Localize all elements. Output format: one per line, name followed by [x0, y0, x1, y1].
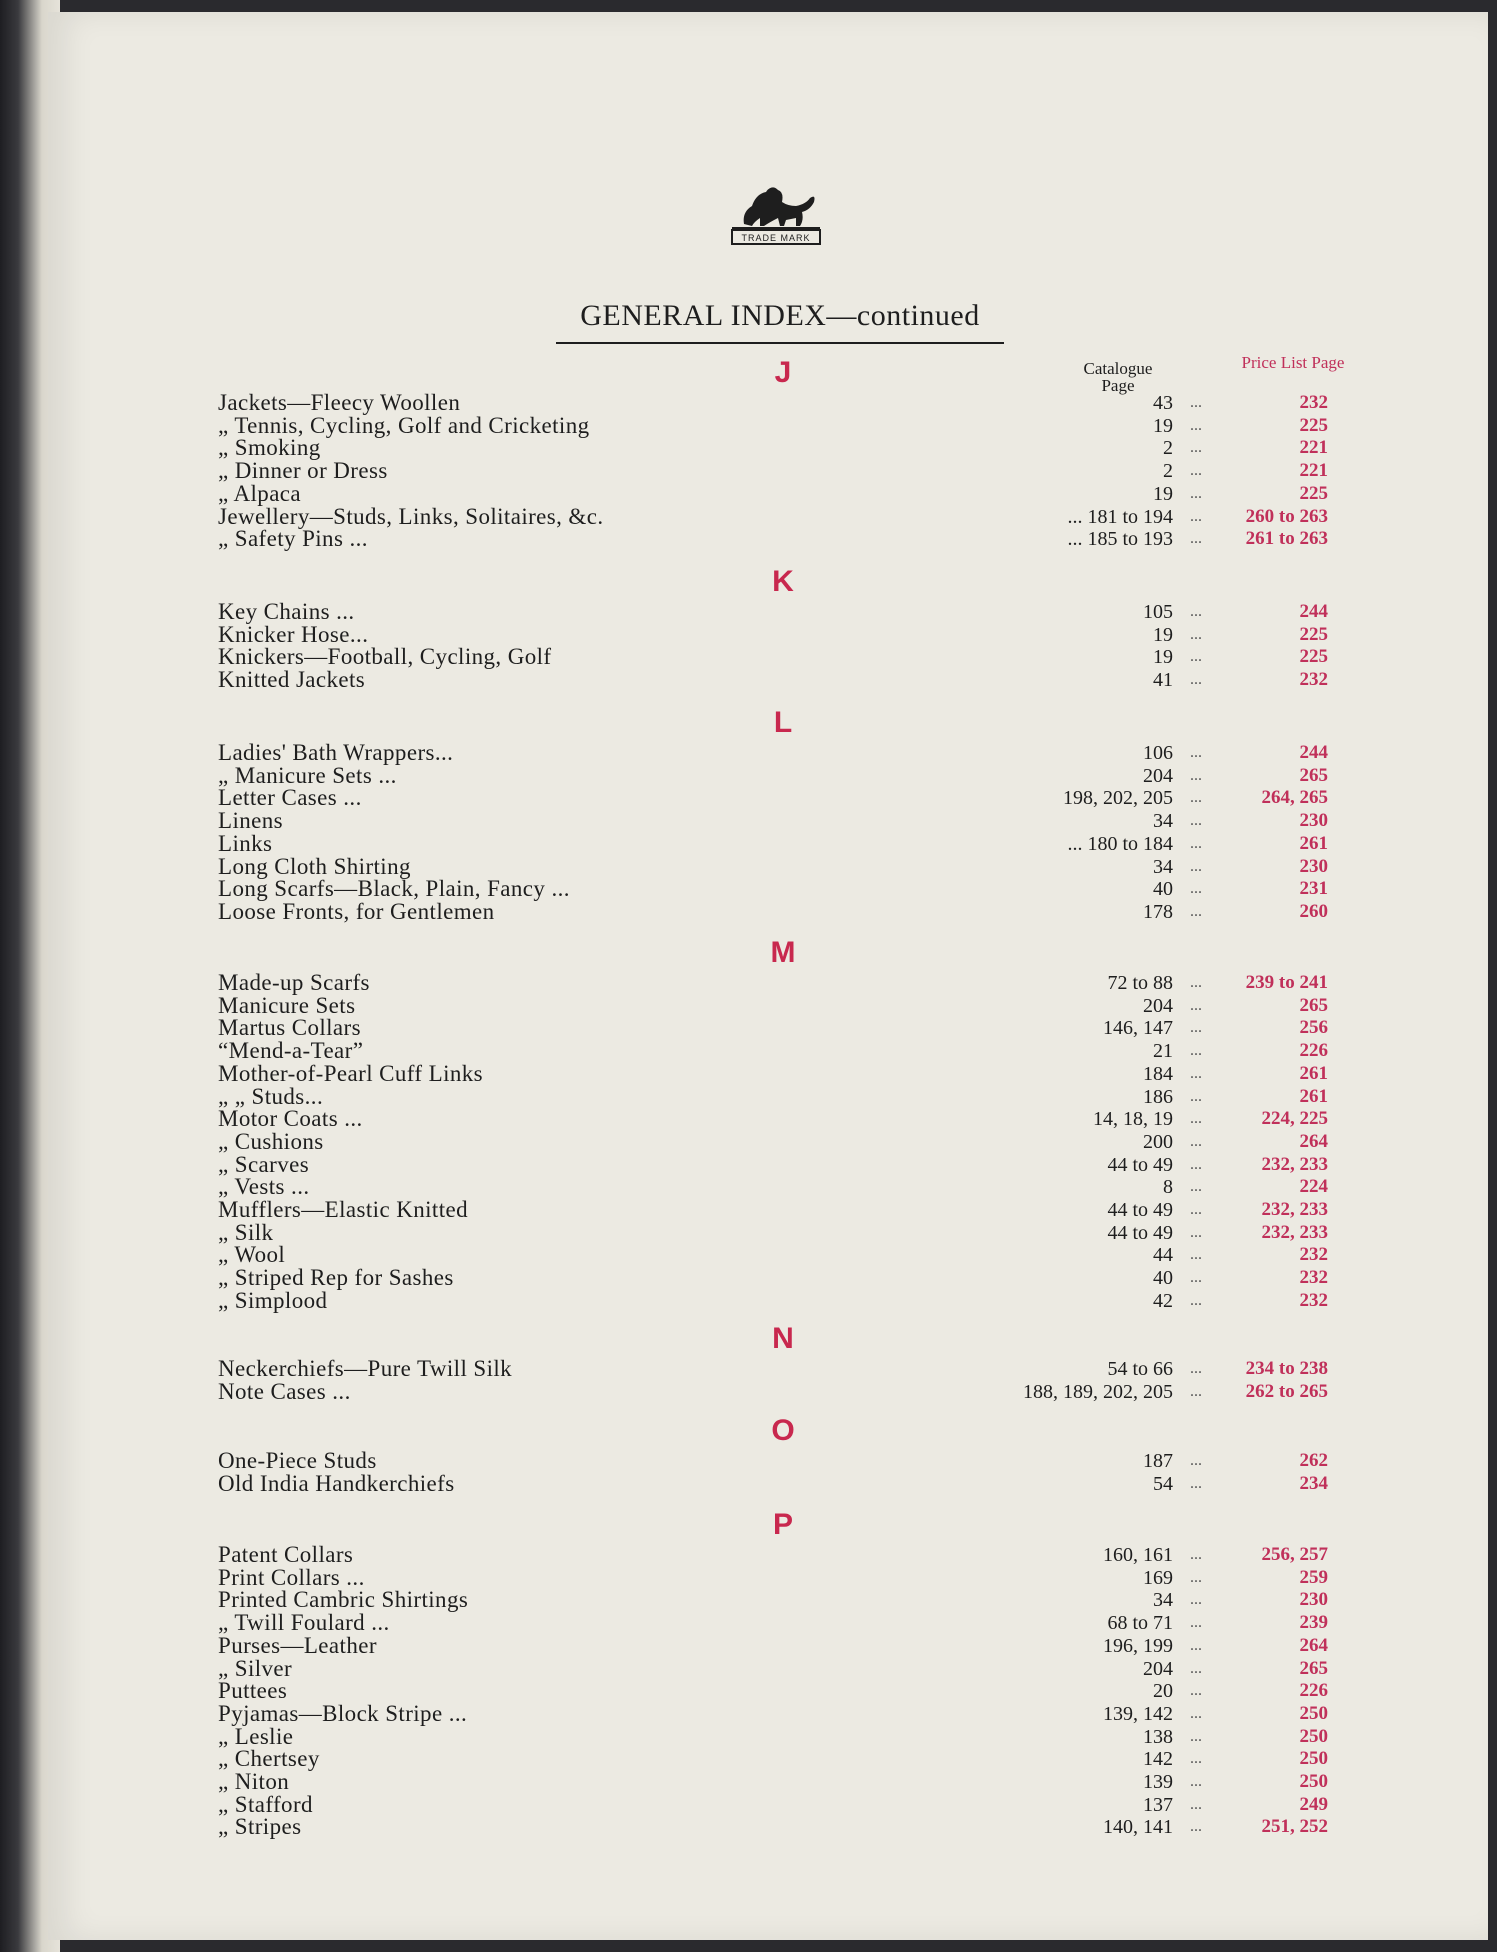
index-entry	[48, 1176, 1488, 1198]
catalogue-page	[48, 12, 1488, 1940]
catalogue-page-number: 41	[1153, 669, 1173, 692]
leader-dots: ...	[1190, 1704, 1202, 1722]
catalogue-page-number: 54	[1153, 1472, 1173, 1495]
price-list-page-number: 225	[1299, 623, 1328, 645]
leader-dots: ...	[1190, 1382, 1202, 1400]
leader-dots: ...	[1190, 1568, 1202, 1586]
leader-dots: ...	[1190, 1269, 1202, 1287]
leader-dots: ...	[1190, 1087, 1202, 1105]
section-letter-l: L	[773, 706, 793, 739]
catalogue-page-number: 34	[1153, 1589, 1173, 1612]
leader-dots: ...	[1190, 1201, 1202, 1218]
entry-label: Manicure Sets	[218, 992, 356, 1018]
index-entry	[48, 742, 1488, 764]
catalogue-page-number: ... 181 to 194	[1067, 505, 1173, 528]
leader-dots: ...	[1190, 789, 1202, 807]
index-entry	[48, 1244, 1488, 1266]
index-entry	[48, 787, 1488, 809]
entry-label: Linens	[218, 808, 283, 834]
leader-dots: ...	[1190, 1636, 1202, 1654]
leader-dots: ...	[1190, 603, 1202, 620]
price-list-page-number: 244	[1299, 742, 1328, 763]
catalogue-page-number: 178	[1143, 900, 1173, 923]
price-list-page-number: 232, 233	[1261, 1153, 1328, 1175]
price-list-page-number: 251, 252	[1261, 1816, 1328, 1838]
catalogue-page-number: 19	[1153, 482, 1173, 505]
leader-dots: ...	[1190, 1546, 1202, 1563]
index-entry	[48, 1040, 1488, 1062]
index-entry	[48, 1632, 1488, 1658]
catalogue-page-number: ... 185 to 193	[1067, 528, 1173, 551]
leader-dots: ...	[1190, 1727, 1202, 1745]
price-list-page-number: 260	[1299, 900, 1328, 922]
catalogue-page-number: 140, 141	[1103, 1816, 1173, 1839]
catalogue-page-number: 20	[1153, 1680, 1173, 1703]
leader-dots: ...	[1190, 1795, 1202, 1813]
entry-label: Loose Fronts, for Gentlemen	[218, 898, 495, 924]
catalogue-page-number: ... 180 to 184	[1067, 832, 1173, 855]
index-entry	[48, 1108, 1488, 1130]
leader-dots: ...	[1190, 1773, 1202, 1790]
section-letter-n: N	[772, 1322, 794, 1355]
index-entry	[48, 1791, 1488, 1817]
catalogue-page-number: 44	[1153, 1244, 1173, 1267]
leader-dots: ...	[1190, 1360, 1202, 1377]
price-list-page-number: 259	[1299, 1566, 1328, 1588]
entry-label: Key Chains ...	[218, 599, 355, 624]
leader-dots: ...	[1190, 1019, 1202, 1037]
catalogue-page-number: 204	[1143, 1657, 1173, 1680]
index-entry	[48, 460, 1488, 482]
price-list-page-number: 244	[1299, 601, 1328, 622]
entry-label: Pyjamas—Block Stripe ...	[218, 1700, 468, 1726]
index-entry	[48, 1358, 1488, 1380]
leader-dots: ...	[1190, 1682, 1202, 1700]
price-list-page-number: 221	[1299, 437, 1328, 459]
price-list-page-number: 232	[1299, 1267, 1328, 1289]
catalogue-page-number: 139	[1143, 1771, 1173, 1793]
entry-label: „ Manicure Sets ...	[218, 762, 397, 788]
index-entry	[48, 1017, 1488, 1039]
catalogue-page-number: 160, 161	[1103, 1544, 1173, 1566]
entry-label: Ladies' Bath Wrappers...	[218, 740, 454, 765]
price-list-page-number: 230	[1299, 810, 1328, 832]
index-entry	[48, 1470, 1488, 1496]
entry-label: Puttees	[218, 1678, 288, 1704]
price-list-page-number: 239	[1299, 1612, 1328, 1634]
entry-label: Letter Cases ...	[218, 785, 362, 811]
price-list-page-number: 262 to 265	[1245, 1380, 1328, 1402]
entry-label: „ Smoking	[218, 435, 321, 461]
price-list-page-number: 264	[1299, 1130, 1328, 1152]
index-entry	[48, 1771, 1488, 1793]
section-letter-k: K	[772, 565, 794, 598]
entry-label: Jackets—Fleecy Woollen	[218, 390, 461, 415]
index-entry	[48, 1083, 1488, 1109]
entry-label: Knickers—Football, Cycling, Golf	[218, 644, 552, 670]
price-list-page-column-header: Price List Page	[1241, 353, 1345, 372]
index-entry	[48, 1060, 1488, 1086]
price-list-page-number: 221	[1299, 460, 1328, 482]
price-list-page-number: 230	[1299, 1589, 1328, 1611]
leader-dots: ...	[1190, 1614, 1202, 1632]
index-entry	[48, 1612, 1488, 1634]
price-list-page-number: 232, 233	[1261, 1199, 1328, 1220]
entry-label: „ Stripes	[218, 1814, 302, 1840]
entry-label: Long Scarfs—Black, Plain, Fancy ...	[218, 876, 570, 902]
catalogue-page-number: 44 to 49	[1107, 1221, 1173, 1244]
catalogue-page-number: 21	[1153, 1040, 1173, 1063]
catalogue-page-number: 54 to 66	[1107, 1358, 1173, 1380]
catalogue-page-number: 137	[1143, 1793, 1173, 1816]
index-entry	[48, 1748, 1488, 1770]
catalogue-page-number: 8	[1163, 1176, 1173, 1199]
entry-label: Mother-of-Pearl Cuff Links	[218, 1060, 484, 1086]
entry-label: „ Dinner or Dress	[218, 458, 388, 484]
entry-label: „ Vests ...	[218, 1174, 310, 1200]
leader-dots: ...	[1190, 1818, 1202, 1836]
catalogue-page-number: 40	[1153, 878, 1173, 901]
index-entry	[48, 1564, 1488, 1590]
price-list-page-number: 250	[1299, 1702, 1328, 1724]
leader-dots: ...	[1190, 1155, 1202, 1173]
price-list-page-number: 265	[1299, 1657, 1328, 1679]
entry-label: „ Wool	[218, 1242, 286, 1268]
catalogue-page-number: 142	[1143, 1748, 1173, 1771]
price-list-page-number: 232, 233	[1261, 1221, 1328, 1243]
entry-label: Long Cloth Shirting	[218, 853, 411, 879]
entry-label: „ Cushions	[218, 1128, 324, 1154]
price-list-page-number: 232	[1299, 1289, 1328, 1311]
index-entry	[48, 1219, 1488, 1245]
catalogue-page-number: 14, 18, 19	[1093, 1108, 1173, 1131]
entry-label: „ Alpaca	[218, 480, 302, 506]
entry-label: „ Twill Foulard ...	[218, 1610, 390, 1636]
entry-label: Old India Handkerchiefs	[218, 1470, 455, 1496]
catalogue-page-number: 138	[1143, 1725, 1173, 1748]
leader-dots: ...	[1190, 462, 1202, 480]
leader-dots: ...	[1190, 1110, 1202, 1128]
entry-label: „ Niton	[218, 1769, 290, 1794]
catalogue-page-number: 187	[1143, 1450, 1173, 1472]
leader-dots: ...	[1190, 996, 1202, 1014]
leader-dots: ...	[1190, 1223, 1202, 1241]
entry-label: Print Collars ...	[218, 1564, 365, 1590]
index-entry	[48, 437, 1488, 459]
leader-dots: ...	[1190, 416, 1202, 434]
entry-label: „ Stafford	[218, 1791, 313, 1817]
entry-label: Note Cases ...	[218, 1378, 351, 1404]
price-list-page-number: 256	[1299, 1017, 1328, 1039]
index-entry	[48, 1267, 1488, 1289]
price-list-page-number: 226	[1299, 1040, 1328, 1062]
catalogue-page-number: 40	[1153, 1267, 1173, 1290]
index-entry	[48, 528, 1488, 550]
index-entry	[48, 621, 1488, 647]
catalogue-page-number: 146, 147	[1103, 1017, 1173, 1040]
leader-dots: ...	[1190, 530, 1202, 548]
index-entry	[48, 412, 1488, 438]
leader-dots: ...	[1190, 394, 1202, 411]
price-list-page-number: 265	[1299, 764, 1328, 786]
leader-dots: ...	[1190, 1474, 1202, 1492]
leader-dots: ...	[1190, 1591, 1202, 1609]
trade-mark-text: TRADE MARK	[741, 233, 811, 243]
leader-dots: ...	[1190, 1178, 1202, 1196]
catalogue-page-number: 105	[1143, 601, 1173, 623]
entry-label: „ Simplood	[218, 1287, 328, 1313]
index-entry	[48, 503, 1488, 529]
entry-label: Made-up Scarfs	[218, 970, 370, 995]
entry-label: Mufflers—Elastic Knitted	[218, 1197, 468, 1222]
catalogue-page-number: 34	[1153, 810, 1173, 833]
catalogue-page-number: 42	[1153, 1289, 1173, 1312]
catalogue-page-number: 204	[1143, 994, 1173, 1017]
entry-label: „ Chertsey	[218, 1746, 320, 1772]
page-title: GENERAL INDEX—continued	[556, 296, 1004, 344]
index-entry	[48, 1544, 1488, 1566]
catalogue-page-number: 34	[1153, 855, 1173, 878]
entry-label: Neckerchiefs—Pure Twill Silk	[218, 1356, 513, 1381]
price-list-page-number: 249	[1299, 1793, 1328, 1815]
catalogue-page-number: 196, 199	[1103, 1634, 1173, 1657]
index-entry	[48, 898, 1488, 924]
leader-dots: ...	[1190, 507, 1202, 525]
price-list-page-number: 261	[1299, 832, 1328, 854]
leader-dots: ...	[1190, 1246, 1202, 1264]
leader-dots: ...	[1190, 812, 1202, 830]
catalogue-page-number: 200	[1143, 1130, 1173, 1153]
index-entry	[48, 1151, 1488, 1177]
catalogue-page-number: 106	[1143, 742, 1173, 764]
leader-dots: ...	[1190, 880, 1202, 898]
price-list-page-number: 264	[1299, 1634, 1328, 1656]
entry-label: „ Tennis, Cycling, Golf and Cricketing	[218, 412, 590, 438]
price-list-page-number: 225	[1299, 482, 1328, 504]
price-list-page-number: 224, 225	[1261, 1108, 1328, 1130]
entry-label: Martus Collars	[218, 1015, 361, 1041]
leader-dots: ...	[1190, 834, 1202, 852]
price-list-page-number: 239 to 241	[1245, 972, 1328, 993]
catalogue-page-number: 19	[1153, 646, 1173, 669]
index-entry	[48, 1680, 1488, 1702]
section-letter-m: M	[770, 936, 796, 969]
price-list-page-number: 232	[1299, 669, 1328, 691]
index-entry	[48, 1450, 1488, 1472]
entry-label: „ Scarves	[218, 1151, 310, 1177]
entry-label: Links	[218, 830, 273, 856]
catalogue-page-number: 68 to 71	[1107, 1612, 1173, 1635]
catalogue-page-number: 72 to 88	[1107, 972, 1173, 994]
index-entry	[48, 1816, 1488, 1838]
section-letter-o: O	[771, 1414, 795, 1447]
price-list-page-number: 250	[1299, 1748, 1328, 1770]
index-entry	[48, 392, 1488, 414]
index-entry	[48, 1128, 1488, 1154]
catalogue-page-number: 139, 142	[1103, 1702, 1173, 1725]
leader-dots: ...	[1190, 625, 1202, 643]
leader-dots: ...	[1190, 1659, 1202, 1677]
entry-label: „ Silver	[218, 1655, 293, 1681]
price-list-page-number: 226	[1299, 1680, 1328, 1702]
entry-label: Patent Collars	[218, 1542, 354, 1567]
price-list-page-number: 232	[1299, 1244, 1328, 1266]
section-letter-j: J	[774, 356, 792, 389]
price-list-page-number: 224	[1299, 1176, 1328, 1198]
entry-label: „ Leslie	[218, 1723, 294, 1749]
index-entry	[48, 1378, 1488, 1404]
price-list-page-number: 232	[1299, 392, 1328, 413]
entry-label: “Mend-a-Tear”	[218, 1038, 364, 1064]
entry-label: Motor Coats ...	[218, 1106, 363, 1132]
leader-dots: ...	[1190, 1042, 1202, 1060]
entry-label: Knicker Hose...	[218, 621, 369, 647]
catalogue-page-number: 19	[1153, 623, 1173, 646]
entry-label: Printed Cambric Shirtings	[218, 1587, 469, 1613]
price-list-page-number: 256, 257	[1261, 1544, 1328, 1565]
price-list-page-number: 262	[1299, 1450, 1328, 1471]
price-list-page-number: 225	[1299, 414, 1328, 436]
leader-dots: ...	[1190, 744, 1202, 761]
price-list-page-number: 230	[1299, 855, 1328, 877]
price-list-page-number: 260 to 263	[1245, 505, 1328, 527]
price-list-page-number: 250	[1299, 1725, 1328, 1747]
catalogue-page-number: 184	[1143, 1062, 1173, 1085]
entry-label: „ „ Studs...	[218, 1083, 324, 1109]
index-entry	[48, 762, 1488, 788]
index-entry	[48, 972, 1488, 994]
index-entry	[48, 480, 1488, 506]
index-entry	[48, 1199, 1488, 1221]
leader-dots: ...	[1190, 902, 1202, 920]
price-list-page-number: 264, 265	[1261, 787, 1328, 809]
catalogue-page-number: 169	[1143, 1566, 1173, 1589]
leader-dots: ...	[1190, 1291, 1202, 1309]
leader-dots: ...	[1190, 857, 1202, 875]
price-list-page-number: 250	[1299, 1771, 1328, 1792]
catalogue-page-number: 186	[1143, 1085, 1173, 1108]
leader-dots: ...	[1190, 1750, 1202, 1768]
index-entry	[48, 878, 1488, 900]
entry-label: „ Striped Rep for Sashes	[218, 1265, 454, 1291]
price-list-page-number: 234 to 238	[1245, 1358, 1328, 1379]
catalogue-page-number: 188, 189, 202, 205	[1023, 1380, 1173, 1403]
leader-dots: ...	[1190, 1452, 1202, 1469]
leader-dots: ...	[1190, 671, 1202, 689]
price-list-page-number: 261	[1299, 1062, 1328, 1084]
catalogue-page-number: 2	[1163, 460, 1173, 483]
index-entry	[48, 669, 1488, 691]
leader-dots: ...	[1190, 439, 1202, 457]
leader-dots: ...	[1190, 974, 1202, 991]
catalogue-page-number: 44 to 49	[1107, 1153, 1173, 1176]
index-entry	[48, 810, 1488, 832]
leader-dots: ...	[1190, 1064, 1202, 1082]
index-entry	[48, 830, 1488, 856]
index-entry	[48, 1700, 1488, 1726]
index-entry	[48, 1723, 1488, 1749]
price-list-page-number: 261	[1299, 1085, 1328, 1107]
leader-dots: ...	[1190, 484, 1202, 502]
index-entry	[48, 992, 1488, 1018]
entry-label: Knitted Jackets	[218, 667, 366, 693]
price-list-page-number: 265	[1299, 994, 1328, 1016]
catalogue-page-number: 2	[1163, 437, 1173, 460]
catalogue-page-number: 204	[1143, 764, 1173, 787]
index-entry	[48, 1589, 1488, 1611]
entry-label: „ Silk	[218, 1219, 274, 1245]
entry-label: One-Piece Studs	[218, 1448, 377, 1473]
price-list-page-number: 234	[1299, 1472, 1328, 1494]
catalogue-page-number: 19	[1153, 414, 1173, 437]
leader-dots: ...	[1190, 766, 1202, 784]
section-letter-p: P	[772, 1508, 793, 1541]
index-entry	[48, 646, 1488, 668]
leader-dots: ...	[1190, 648, 1202, 666]
price-list-page-number: 231	[1299, 878, 1328, 900]
catalogue-page-number: 198, 202, 205	[1063, 787, 1173, 810]
index-entry	[48, 1287, 1488, 1313]
price-list-page-number: 261 to 263	[1245, 528, 1328, 550]
entry-label: Jewellery—Studs, Links, Solitaires, &c.	[218, 503, 604, 529]
leader-dots: ...	[1190, 1132, 1202, 1150]
index-entry	[48, 1655, 1488, 1681]
index-entry	[48, 853, 1488, 879]
catalogue-page-number: 44 to 49	[1107, 1199, 1173, 1221]
catalogue-page-column-header: Catalogue Page	[1083, 359, 1153, 395]
entry-label: Purses—Leather	[218, 1632, 377, 1658]
catalogue-page-number: 43	[1153, 392, 1173, 414]
entry-label: „ Safety Pins ...	[218, 526, 368, 552]
price-list-page-number: 225	[1299, 646, 1328, 668]
index-entry	[48, 601, 1488, 623]
